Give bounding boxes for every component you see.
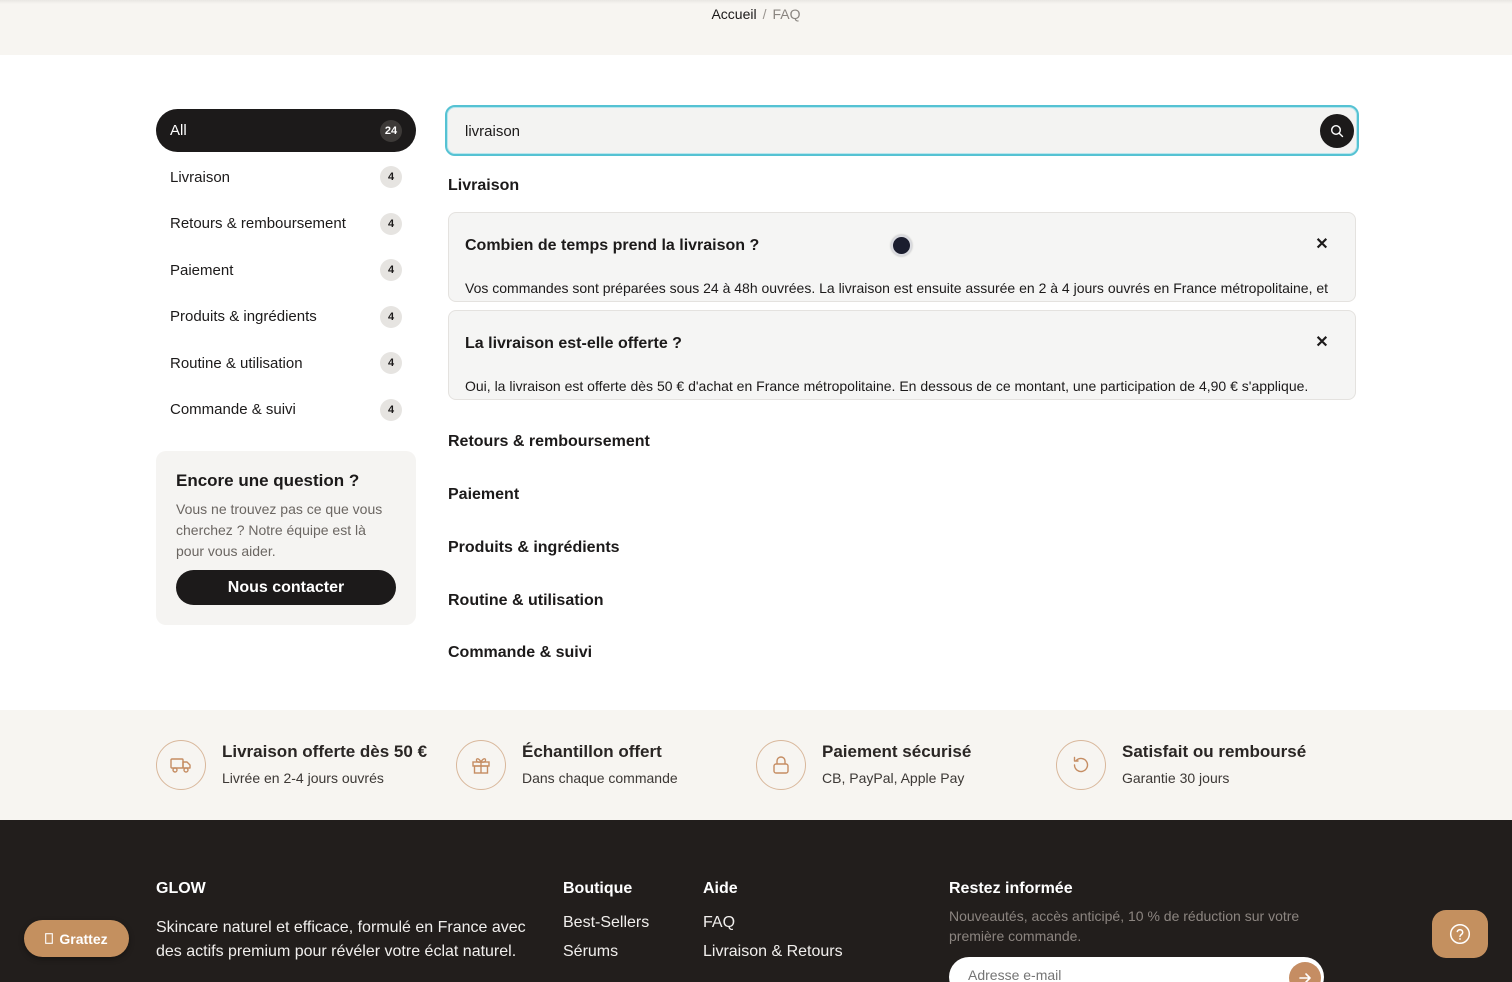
benefit-subtitle: Garantie 30 jours [1122, 770, 1230, 786]
benefit-subtitle: CB, PayPal, Apple Pay [822, 770, 965, 786]
footer-link-serums[interactable]: Sérums [563, 943, 619, 960]
footer-tagline: Skincare naturel et efficace, formulé en France avec des actifs premium pour révéler votre éclat naturel. [156, 919, 526, 960]
newsletter-text: Nouveautés, accès anticipé, 10 % de réduction sur votre première commande. [949, 908, 1300, 944]
newsletter-submit-button[interactable] [1289, 962, 1321, 982]
benefit-title: Livraison offerte dès 50 € [222, 742, 428, 761]
category-retours[interactable] [156, 202, 416, 245]
category-label: Commande & suivi [170, 401, 296, 418]
category-count-badge: 4 [380, 166, 402, 188]
newsletter [949, 880, 1329, 946]
category-label: Produits & ingrédients [170, 308, 317, 325]
category-commande[interactable] [156, 388, 416, 431]
category-label: Livraison [170, 168, 231, 186]
footer-col-title: Boutique [563, 880, 633, 897]
category-routine[interactable] [156, 342, 416, 385]
faq-answer: Oui, la livraison est offerte dès 50 € d'achat en France métropolitaine. En dessous de ce montant, une participation de 4,90 € s'applique. [465, 378, 1309, 394]
category-label: All [170, 122, 187, 139]
footer-brand: GLOW [156, 880, 206, 897]
category-label: Paiement [170, 261, 234, 279]
category-label: Routine & utilisation [170, 354, 303, 372]
close-icon[interactable]: ✕ [1315, 334, 1329, 351]
benefit-subtitle: Dans chaque commande [522, 770, 678, 786]
section-title-commande[interactable]: Commande & suivi [448, 644, 593, 661]
search-icon [1330, 124, 1344, 138]
newsletter-email-input[interactable] [968, 967, 1268, 982]
footer-link-shipping-returns[interactable]: Livraison & Retours [703, 943, 843, 960]
help-card-text: Vous ne trouvez pas ce que vous cherchez ? Notre équipe est là pour vous aider. [176, 501, 383, 559]
gift-icon [456, 740, 506, 790]
category-count-badge: 4 [380, 213, 402, 235]
category-livraison[interactable] [156, 156, 416, 199]
section-title-produits[interactable]: Produits & ingrédients [448, 539, 620, 556]
category-count-badge: 4 [380, 306, 402, 328]
breadcrumb-separator: / [762, 6, 767, 22]
category-count-badge: 4 [380, 259, 402, 281]
benefits-strip [0, 710, 1512, 820]
question-circle-icon [1449, 923, 1471, 945]
footer-col-title: Aide [703, 880, 738, 897]
faq-question: La livraison est-elle offerte ? [465, 335, 682, 352]
faq-answer: Vos commandes sont préparées sous 24 à 48h ouvrées. La livraison est ensuite assurée en 2 à 4 jours ouvrés en France métropolitaine, et [465, 280, 1329, 296]
section-title-paiement[interactable]: Paiement [448, 486, 520, 503]
category-label: Retours & remboursement [170, 215, 346, 232]
breadcrumb-current: FAQ [772, 6, 801, 22]
newsletter-form [949, 957, 1324, 982]
truck-icon [156, 740, 206, 790]
help-chat-button[interactable] [1432, 910, 1488, 958]
help-card [156, 451, 416, 625]
help-card-title: Encore une question ? [176, 471, 360, 490]
faq-search [445, 105, 1359, 156]
footer [0, 820, 1512, 982]
newsletter-title: Restez informée [949, 880, 1073, 897]
faq-category-list [156, 109, 416, 435]
refresh-icon [1056, 740, 1106, 790]
category-paiement[interactable] [156, 249, 416, 292]
category-count-badge: 4 [380, 352, 402, 374]
benefit-title: Échantillon offert [522, 742, 662, 761]
category-count-badge: 4 [380, 399, 402, 421]
footer-link-best-sellers[interactable]: Best-Sellers [563, 914, 650, 931]
benefit-subtitle: Livrée en 2-4 jours ouvrés [222, 770, 384, 786]
faq-item[interactable] [448, 212, 1356, 302]
footer-col-shop [563, 880, 649, 972]
scratch-card-label: Grattez [59, 930, 108, 947]
category-all[interactable] [156, 109, 416, 152]
breadcrumb-home-link[interactable]: Accueil [711, 6, 757, 22]
faq-item[interactable] [448, 310, 1356, 400]
section-title-livraison[interactable]: Livraison [448, 177, 520, 194]
lock-icon [756, 740, 806, 790]
ticket-icon [45, 933, 53, 944]
benefit-title: Satisfait ou remboursé [1122, 742, 1307, 761]
faq-search-input[interactable] [465, 119, 1285, 143]
footer-col-help [703, 880, 843, 972]
close-icon[interactable]: ✕ [1315, 236, 1329, 253]
search-button[interactable] [1320, 114, 1354, 148]
footer-link-faq[interactable]: FAQ [703, 914, 736, 931]
category-produits[interactable] [156, 295, 416, 338]
section-title-routine[interactable]: Routine & utilisation [448, 592, 604, 609]
faq-question: Combien de temps prend la livraison ? [465, 237, 760, 254]
breadcrumb-band [0, 0, 1512, 55]
breadcrumb [0, 6, 1512, 22]
section-title-retours[interactable]: Retours & remboursement [448, 433, 650, 450]
mouse-cursor-indicator [891, 235, 912, 256]
scratch-card-button[interactable] [24, 920, 129, 957]
category-count-badge: 24 [380, 120, 402, 142]
contact-button[interactable]: Nous contacter [176, 570, 396, 605]
arrow-right-icon [1298, 971, 1312, 982]
benefit-title: Paiement sécurisé [822, 742, 972, 761]
